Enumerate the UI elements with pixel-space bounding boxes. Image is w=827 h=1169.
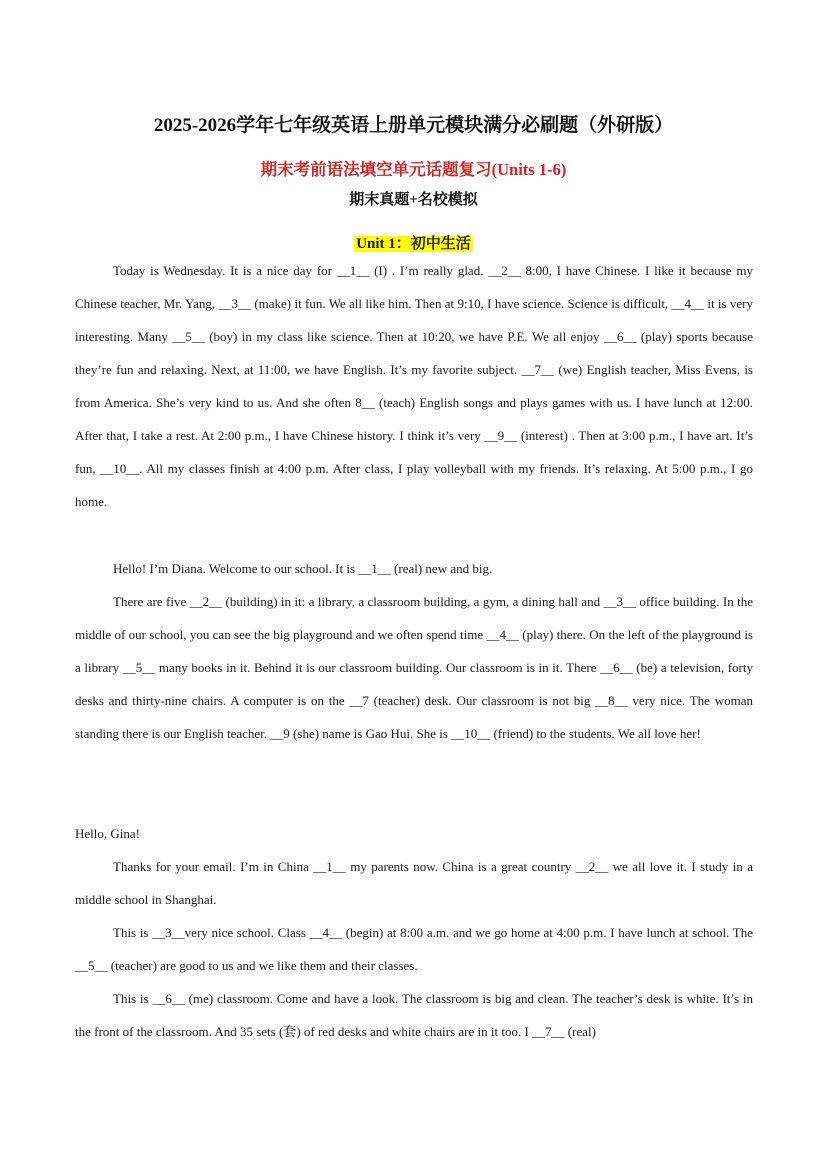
passage-3 <box>75 817 753 1048</box>
passage-paragraph: Today is Wednesday. It is a nice day for __1__ (I) . I’m really glad. __2__ 8:00, I have Chinese. I like it because my Chinese teacher, Mr. Yang, __3__ (make) it fun. We all like him. Then at 9:10, I have science. Science is difficult, __4__ it is very interesting. Many __5__ (boy) in my class like science. Then at 10:20, we have P.E. We all enjoy __6__ (play) sports because they’re fun and relaxing. Next, at 11:00, we have English. It’s my favorite subject. __7__ (we) English teacher, Miss Evens, is from America. She’s very kind to us. And she often 8__ (teach) English songs and plays games with us. I have lunch at 12:00. After that, I take a rest. At 2:00 p.m., I have Chinese history. I think it’s very __9__ (interest) . Then at 3:00 p.m., I have art. It’s fun, __10__. All my classes finish at 4:00 p.m. After class, I play volleyball with my friends. It’s relaxing. At 5:00 p.m., I go home. <box>75 263 753 509</box>
passage-1 <box>75 254 753 518</box>
document-subtitle-secondary: 期末真题+名校模拟 <box>349 192 478 208</box>
passage-paragraph: Thanks for your email. I’m in China __1__ my parents now. China is a great country __2__ we all love it. I study in a middle school in Shanghai. <box>75 859 753 907</box>
unit-heading-label: Unit 1：初中生活 <box>356 236 471 252</box>
passage-greeting: Hello, Gina! <box>75 826 140 841</box>
passage-2 <box>75 552 753 750</box>
passage-paragraph: Hello! I’m Diana. Welcome to our school. It is __1__ (real) new and big. <box>113 561 493 576</box>
document-subtitle: 期末考前语法填空单元话题复习(Units 1-6) <box>260 160 567 179</box>
passage-paragraph: This is __6__ (me) classroom. Come and have a look. The classroom is big and clean. The teacher’s desk is white. It’s in the front of the classroom. And 35 sets (套) of red desks and white chairs are in it too. I __7__ (real) <box>75 991 753 1039</box>
passage-paragraph: This is __3__very nice school. Class __4__ (begin) at 8:00 a.m. and we go home at 4:00 p.m. I have lunch at school. The __5__ (teacher) are good to us and we like them and their classes. <box>75 925 753 973</box>
unit-heading <box>0 232 827 253</box>
document-title: 2025-2026学年七年级英语上册单元模块满分必刷题（外研版） <box>153 115 674 136</box>
passage-paragraph: There are five __2__ (building) in it: a library, a classroom building, a gym, a dining hall and __3__ office building. In the middle of our school, you can see the big playground and we often spend time __4__ (play) there. On the left of the playground is a library __5__ many books in it. Behind it is our classroom building. Our classroom is in it. There __6__ (be) a television, forty desks and thirty-nine chairs. A computer is on the __7 (teacher) desk. Our classroom is not big __8__ very nice. The woman standing there is our English teacher. __9 (she) name is Gao Hui. She is __10__ (friend) to the students. We all love her! <box>75 594 753 741</box>
